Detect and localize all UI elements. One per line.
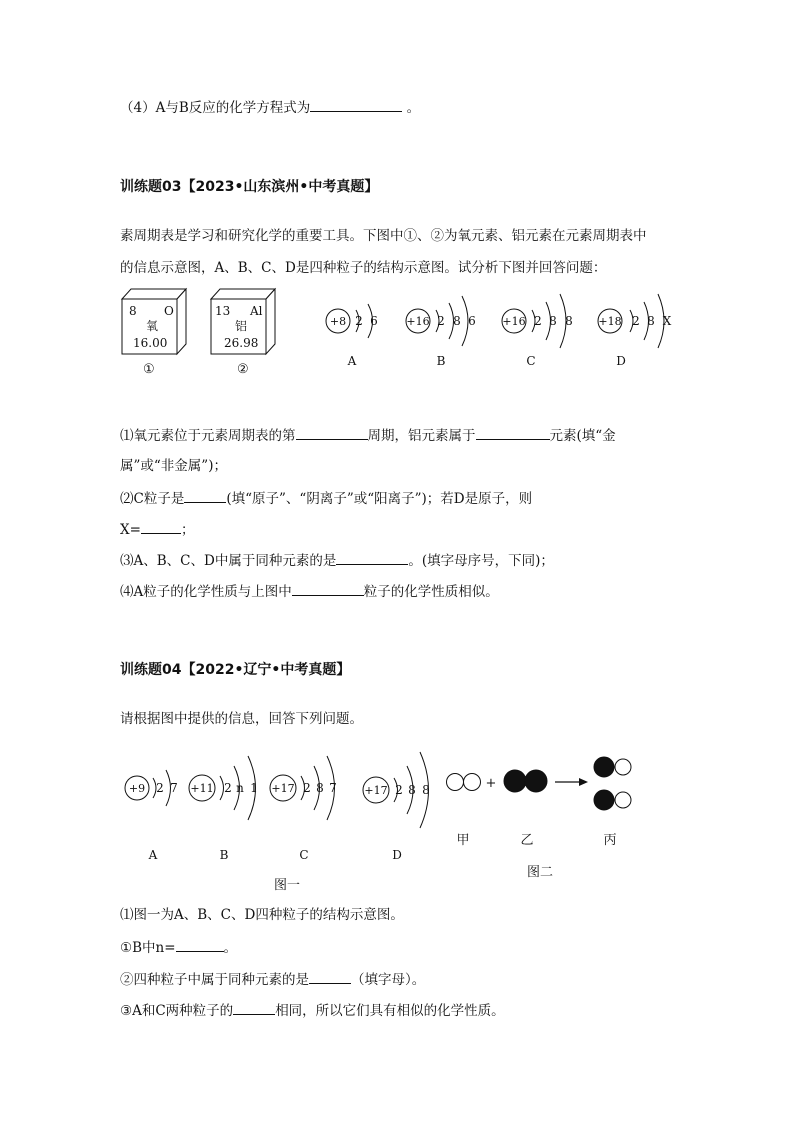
q2-text: (填“原子”、“阴离子”或“阳离子”)；若D是原子，则	[226, 491, 533, 507]
answer-blank[interactable]	[184, 489, 226, 503]
shell-electrons: 6	[370, 314, 378, 328]
element-symbol: O	[164, 304, 174, 318]
shell-electrons: 2	[437, 314, 445, 328]
molecule-bing	[594, 757, 631, 810]
ex04-figure	[0, 738, 794, 898]
molecule-label-yi: 乙	[520, 833, 534, 848]
shell-electrons: 6	[468, 314, 476, 328]
particle-A	[326, 304, 378, 368]
particle-C	[502, 294, 573, 368]
nucleus-charge: +11	[190, 782, 214, 795]
shell-electrons: X	[662, 314, 672, 328]
particle-label: D	[392, 848, 402, 862]
ex03-title: 训练题03【2023•山东滨州•中考真题】	[120, 179, 379, 195]
shell-electrons: 8	[422, 783, 430, 797]
particle-C	[270, 756, 337, 862]
nucleus-charge: +8	[329, 315, 347, 328]
particle-B	[189, 756, 258, 862]
answer-blank[interactable]	[176, 938, 224, 952]
nucleus-charge: +16	[502, 315, 526, 328]
element-name: 氧	[146, 319, 159, 333]
ex03-q1	[120, 426, 616, 445]
ex04-q1-3	[120, 1001, 505, 1020]
card-mark: ①	[143, 362, 155, 377]
element-card-oxygen	[122, 289, 186, 377]
ex03-q4	[120, 582, 499, 601]
particle-label: A	[347, 354, 357, 368]
q1-2-text: （填字母）。	[351, 972, 426, 988]
q4-text: ⑷A粒子的化学性质与上图中	[120, 584, 292, 600]
molecule-label-bing: 丙	[603, 833, 617, 848]
element-symbol: Al	[250, 304, 263, 318]
atomic-number: 8	[129, 304, 137, 318]
shell-electrons: 7	[329, 781, 337, 795]
ex04-intro: 请根据图中提供的信息，回答下列问题。	[120, 711, 363, 727]
prev-q4-suffix: 。	[406, 100, 421, 116]
ex04-q1-2	[120, 970, 425, 989]
ex03-q3	[120, 551, 554, 570]
q1-1-text: 。	[223, 940, 238, 956]
q1-1-text: ①B中n=	[120, 940, 176, 956]
answer-blank[interactable]	[309, 970, 351, 984]
nucleus-charge: +17	[364, 784, 388, 797]
particle-label: C	[526, 354, 536, 368]
ex04-title: 训练题04【2022•辽宁•中考真题】	[120, 662, 351, 678]
ex03-q2-cont	[120, 520, 194, 539]
particle-A	[125, 770, 178, 862]
shell-electrons: 7	[170, 781, 178, 795]
shell-electrons: 8	[408, 783, 416, 797]
ex04-q1: ⑴图一为A、B、C、D四种粒子的结构示意图。	[120, 907, 404, 923]
q1-2-text: ②四种粒子中属于同种元素的是	[120, 972, 309, 988]
q2-text: X=	[120, 522, 141, 538]
answer-blank[interactable]	[336, 551, 408, 565]
prev-question-4	[120, 98, 420, 117]
q4-text: 粒子的化学性质相似。	[363, 584, 499, 600]
particle-label: B	[436, 354, 446, 368]
prev-q4-text: （4）A与B反应的化学方程式为	[120, 100, 311, 116]
shell-electrons: 8	[565, 314, 573, 328]
molecule-label-jia: 甲	[456, 833, 470, 848]
q3-text: ⑶A、B、C、D中属于同种元素的是	[120, 553, 337, 569]
shell-electrons: 8	[647, 314, 655, 328]
atomic-number: 13	[215, 304, 231, 318]
atomic-mass: 16.00	[133, 336, 168, 350]
shell-electrons: 1	[250, 781, 258, 795]
ex03-q2	[120, 489, 532, 508]
ex03-q1-cont: 属”或“非金属”)；	[120, 458, 227, 474]
shell-electrons: 2	[355, 314, 363, 328]
nucleus-charge: +18	[598, 315, 622, 328]
plus-sign: +	[485, 776, 497, 791]
shell-electrons: 8	[316, 781, 324, 795]
particle-D	[363, 752, 430, 862]
shell-electrons: 2	[632, 314, 640, 328]
answer-blank[interactable]	[296, 426, 368, 440]
q2-text: ；	[180, 522, 195, 538]
shell-electrons: 2	[156, 781, 164, 795]
answer-blank[interactable]	[141, 520, 181, 534]
shell-electrons: n	[236, 781, 244, 795]
particle-B	[406, 296, 476, 368]
nucleus-charge: +9	[128, 782, 146, 795]
figure-1-caption: 图一	[273, 878, 301, 893]
card-mark: ②	[237, 362, 249, 377]
shell-electrons: 8	[453, 314, 461, 328]
nucleus-charge: +17	[271, 782, 295, 795]
shell-electrons: 2	[395, 783, 403, 797]
molecule-jia	[447, 774, 481, 791]
particle-label: B	[219, 848, 229, 862]
answer-blank[interactable]	[310, 98, 402, 112]
q3-text: 。(填字母序号，下同)；	[408, 553, 554, 569]
molecule-yi	[504, 770, 547, 792]
atomic-mass: 26.98	[224, 336, 259, 350]
ex04-q1-1	[120, 938, 237, 957]
q1-3-text: ③A和C两种粒子的	[120, 1003, 234, 1019]
shell-electrons: 2	[224, 781, 232, 795]
particle-label: A	[148, 848, 158, 862]
shell-electrons: 2	[303, 781, 311, 795]
q1-text: ⑴氧元素位于元素周期表的第	[120, 428, 296, 444]
element-name: 铝	[235, 319, 248, 333]
ex03-figure	[0, 284, 794, 394]
shell-electrons: 2	[534, 314, 542, 328]
particle-label: D	[616, 354, 626, 368]
particle-label: C	[299, 848, 309, 862]
figure-2-caption: 图二	[526, 865, 554, 880]
ex03-intro-line2: 的信息示意图，A、B、C、D是四种粒子的结构示意图。试分析下图并回答问题：	[120, 260, 607, 276]
q2-text: ⑵C粒子是	[120, 491, 185, 507]
shell-electrons: 8	[549, 314, 557, 328]
ex03-intro-line1: 素周期表是学习和研究化学的重要工具。下图中①、②为氧元素、铝元素在元素周期表中	[120, 228, 647, 244]
q1-text: 周期，铝元素属于	[367, 428, 476, 444]
q1-text: 元素(填“金	[549, 428, 616, 444]
answer-blank[interactable]	[233, 1001, 275, 1015]
nucleus-charge: +16	[406, 315, 430, 328]
answer-blank[interactable]	[476, 426, 550, 440]
reaction-arrow	[555, 778, 588, 786]
answer-blank[interactable]	[292, 582, 364, 596]
particle-D	[598, 294, 672, 368]
element-card-aluminium	[211, 289, 275, 377]
q1-3-text: 相同，所以它们具有相似的化学性质。	[275, 1003, 505, 1019]
